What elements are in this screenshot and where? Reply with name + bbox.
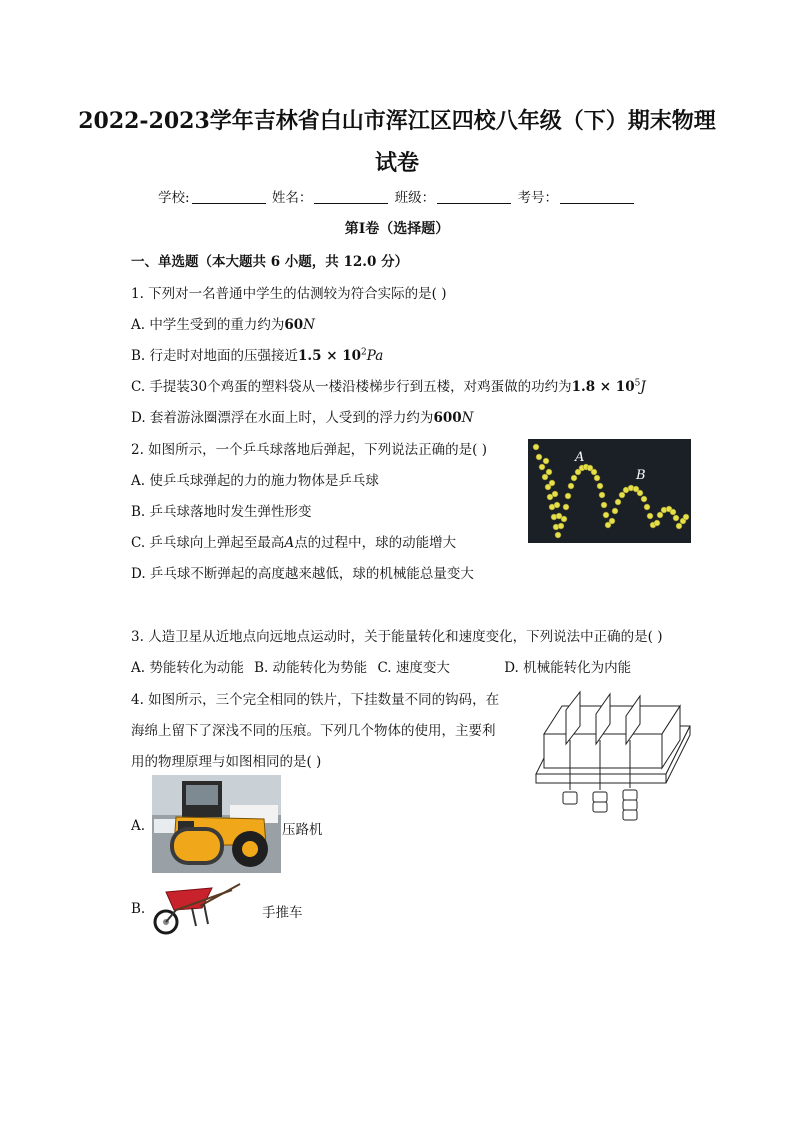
q4-option-a-letter: A. bbox=[131, 818, 146, 834]
volume-heading: 第I卷（选择题） bbox=[344, 221, 450, 237]
q4-stem-line2: 海绵上留下了深浅不同的压痕。下列几个物体的使用，主要利 bbox=[131, 723, 496, 739]
bouncing-ball-figure bbox=[528, 439, 691, 543]
q1-option-b: B. 行走时对地面的压强接近$1.5 \times 10^2Pa$ bbox=[131, 347, 384, 364]
q3-option-d: D. 机械能转化为内能 bbox=[504, 660, 632, 676]
name-label: 姓名： bbox=[271, 190, 313, 206]
q3-stem: 3. 人造卫星从近地点向远地点运动时，关于能量转化和速度变化，下列说法中正确的是( ) bbox=[131, 629, 663, 645]
q2-option-b: B. 乒乓球落地时发生弹性形变 bbox=[131, 504, 312, 520]
q4-stem-line1: 4. 如图所示，三个完全相同的铁片，下挂数量不同的钩码，在 bbox=[131, 692, 500, 708]
student-info-row bbox=[0, 186, 794, 206]
exam-number-blank bbox=[560, 203, 634, 204]
q2-stem: 2. 如图所示，一个乒乓球落地后弹起，下列说法正确的是( ) bbox=[131, 442, 487, 458]
bouncing-ball-trajectory bbox=[528, 439, 691, 543]
point-a-label: A bbox=[575, 450, 585, 465]
q1-option-c: C. 手提装30个鸡蛋的塑料袋从一楼沿楼梯步行到五楼，对鸡蛋做的功约为$1.8 \times 10^5J$ bbox=[131, 378, 646, 395]
q3-option-a: A. 势能转化为动能 bbox=[131, 660, 244, 676]
q4-option-b-letter: B. bbox=[131, 901, 146, 917]
sponge-pressure-figure bbox=[532, 684, 694, 826]
page-title-line1: 2022-2023学年吉林省白山市浑江区四校八年级（下）期末物理 bbox=[78, 108, 716, 134]
exam-number-label: 考号： bbox=[517, 190, 558, 206]
q4-option-a-label: 压路机 bbox=[282, 822, 323, 838]
page-title-line2: 试卷 bbox=[374, 150, 419, 176]
q3-option-c: C. 速度变大 bbox=[377, 660, 450, 676]
class-label: 班级： bbox=[394, 190, 436, 206]
name-blank bbox=[314, 203, 388, 204]
section-heading: 一、单选题（本大题共 6 小题，共 12.0 分） bbox=[131, 254, 409, 270]
q2-option-d: D. 乒乓球不断弹起的高度越来越低，球的机械能总量变大 bbox=[131, 566, 474, 582]
school-label: 学校: bbox=[158, 190, 190, 206]
class-blank bbox=[437, 203, 511, 204]
q4-stem-line3: 用的物理原理与如图相同的是( ) bbox=[131, 754, 322, 770]
q4-option-b-label: 手推车 bbox=[262, 905, 303, 921]
q2-option-a: A. 使乒乓球弹起的力的施力物体是乒乓球 bbox=[131, 473, 379, 489]
wheelbarrow-image bbox=[152, 880, 242, 936]
q1-stem: 1. 下列对一名普通中学生的估测较为符合实际的是( ) bbox=[131, 286, 447, 302]
school-blank bbox=[192, 203, 266, 204]
q3-options bbox=[131, 656, 631, 676]
q1-option-a: A. 中学生受到的重力约为60N bbox=[131, 317, 315, 333]
q3-option-b: B. 动能转化为势能 bbox=[254, 660, 368, 676]
road-roller-image bbox=[152, 775, 281, 873]
q2-option-c: C. 乒乓球向上弹起至最高A点的过程中，球的动能增大 bbox=[131, 535, 457, 551]
q1-option-d: D. 套着游泳圈漂浮在水面上时，人受到的浮力约为600N bbox=[131, 410, 474, 426]
point-b-label: B bbox=[636, 468, 646, 483]
